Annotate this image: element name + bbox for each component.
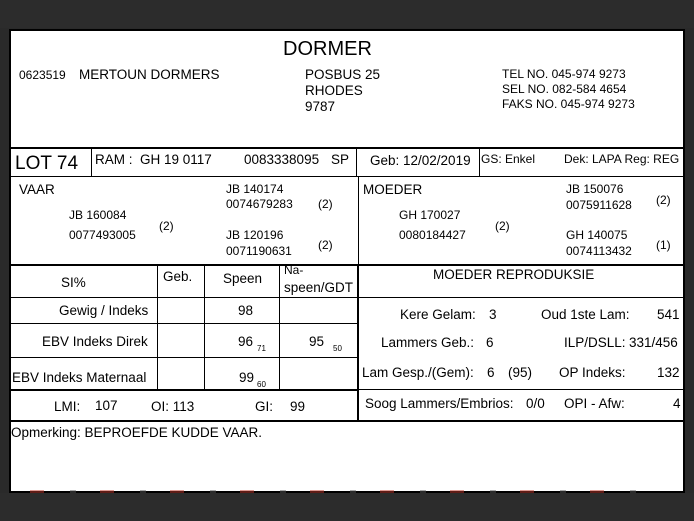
divider [279,266,280,389]
dam-label: MOEDER [363,182,423,197]
divider [357,266,359,421]
dam-sire-id: JB 150076 [566,182,624,196]
lammers-geb-value: 6 [486,335,494,350]
divider [359,297,683,298]
dam-dam-id: GH 140075 [566,228,628,242]
fax-number: FAKS NO. 045-974 9273 [502,97,635,111]
address-line-1: POSBUS 25 [305,67,381,82]
divider [356,149,357,176]
divider [11,357,358,358]
oud-value: 541 [657,307,680,322]
ebv-direk-speen-sub: 71 [257,344,266,353]
dam-grade: (2) [495,219,510,233]
dam-sire-grade: (2) [656,193,671,207]
oi-value: OI: 113 [151,399,195,414]
top-frame-bar [0,0,694,28]
row-label-gewig: Gewig / Indeks [59,303,149,318]
divider [11,389,358,391]
divider [479,149,480,176]
lmi-label: LMI: [54,399,81,414]
ebv-direk-naspeen-sub: 50 [333,344,342,353]
sire-dam-id: JB 120196 [226,228,284,242]
op-value: 132 [657,365,680,380]
sire-sire-number: 0074679283 [226,197,293,211]
dam-id: GH 170027 [399,208,461,222]
gi-value: 99 [290,399,306,414]
sire-label: VAAR [19,182,55,197]
oud-label: Oud 1ste Lam: [541,307,630,322]
reproduction-title: MOEDER REPRODUKSIE [433,267,595,282]
divider [11,147,683,149]
ram-label: RAM : [95,152,133,167]
divider [11,420,683,422]
lam-gesp-value: 6 [487,365,495,380]
sire-number: 0077493005 [69,228,136,242]
birth-status: GS: Enkel [481,152,536,166]
opi-label: OPI - Afw: [564,396,625,411]
ebv-direk-speen: 96 [238,334,254,349]
ilp-label: ILP/DSLL: [564,335,626,350]
divider [11,176,683,177]
sire-sire-id: JB 140174 [226,182,284,196]
gi-label: GI: [255,399,274,414]
mating-info: Dek: LAPA Reg: REG [564,152,680,166]
ram-number: 0083338095 [244,152,320,167]
divider [157,266,158,389]
lammers-geb-label: Lammers Geb.: [381,335,475,350]
breeder-name: MERTOUN DORMERS [79,67,220,82]
divider [359,389,683,390]
row-label-ebv-direk: EBV Indeks Direk [42,334,148,349]
ebv-direk-naspeen: 95 [309,334,325,349]
speen-header: Speen [223,271,263,286]
lot-number: LOT 74 [15,153,79,174]
cut-off-text-strip [30,490,660,493]
naspeen-header-2: speen/GDT [284,280,354,295]
ilp-value: 331/456 [629,335,678,350]
ebv-maternaal-speen: 99 [239,370,255,385]
birth-date: Geb: 12/02/2019 [370,153,471,168]
remark: Opmerking: BEPROEFDE KUDDE VAAR. [11,425,263,440]
dam-dam-grade: (1) [656,238,671,252]
op-label: OP Indeks: [559,365,626,380]
soog-label: Soog Lammers/Embrios: [365,396,514,411]
address-line-3: 9787 [305,99,336,114]
naspeen-header-1: Na- [284,263,304,277]
lmi-value: 107 [95,398,118,413]
divider [358,177,359,264]
row-label-ebv-maternaal: EBV Indeks Maternaal [12,370,147,385]
si-header: SI% [61,275,86,290]
sire-grade: (2) [159,219,174,233]
gewig-speen: 98 [238,303,254,318]
divider [204,266,205,389]
ram-grade: SP [331,152,350,167]
sire-id: JB 160084 [69,208,127,222]
dam-dam-number: 0074113432 [566,244,632,258]
ram-id: GH 19 0117 [140,152,212,167]
dam-sire-number: 0075911628 [566,198,632,212]
soog-value: 0/0 [526,396,545,411]
sire-dam-grade: (2) [318,238,333,252]
lam-gem-value: (95) [508,365,533,380]
breeder-id: 0623519 [19,68,66,82]
sire-dam-number: 0071190631 [226,244,292,258]
kere-gelam-label: Kere Gelam: [400,307,476,322]
cell-number: SEL NO. 082-584 4654 [502,82,627,96]
kere-gelam-value: 3 [489,307,497,322]
breed-title: DORMER [283,38,372,60]
divider [11,264,683,266]
dam-number: 0080184427 [399,228,466,242]
opi-value: 4 [673,396,681,411]
lam-gesp-label: Lam Gesp./(Gem): [362,365,474,380]
ebv-maternaal-speen-sub: 60 [257,380,266,389]
divider [11,297,358,298]
geb-header: Geb. [163,269,193,284]
divider [91,149,92,176]
tel-number: TEL NO. 045-974 9273 [502,67,626,81]
address-line-2: RHODES [305,83,363,98]
sire-sire-grade: (2) [318,197,333,211]
lot-card [9,29,685,493]
bottom-frame-bar [0,493,694,521]
divider [11,323,358,324]
